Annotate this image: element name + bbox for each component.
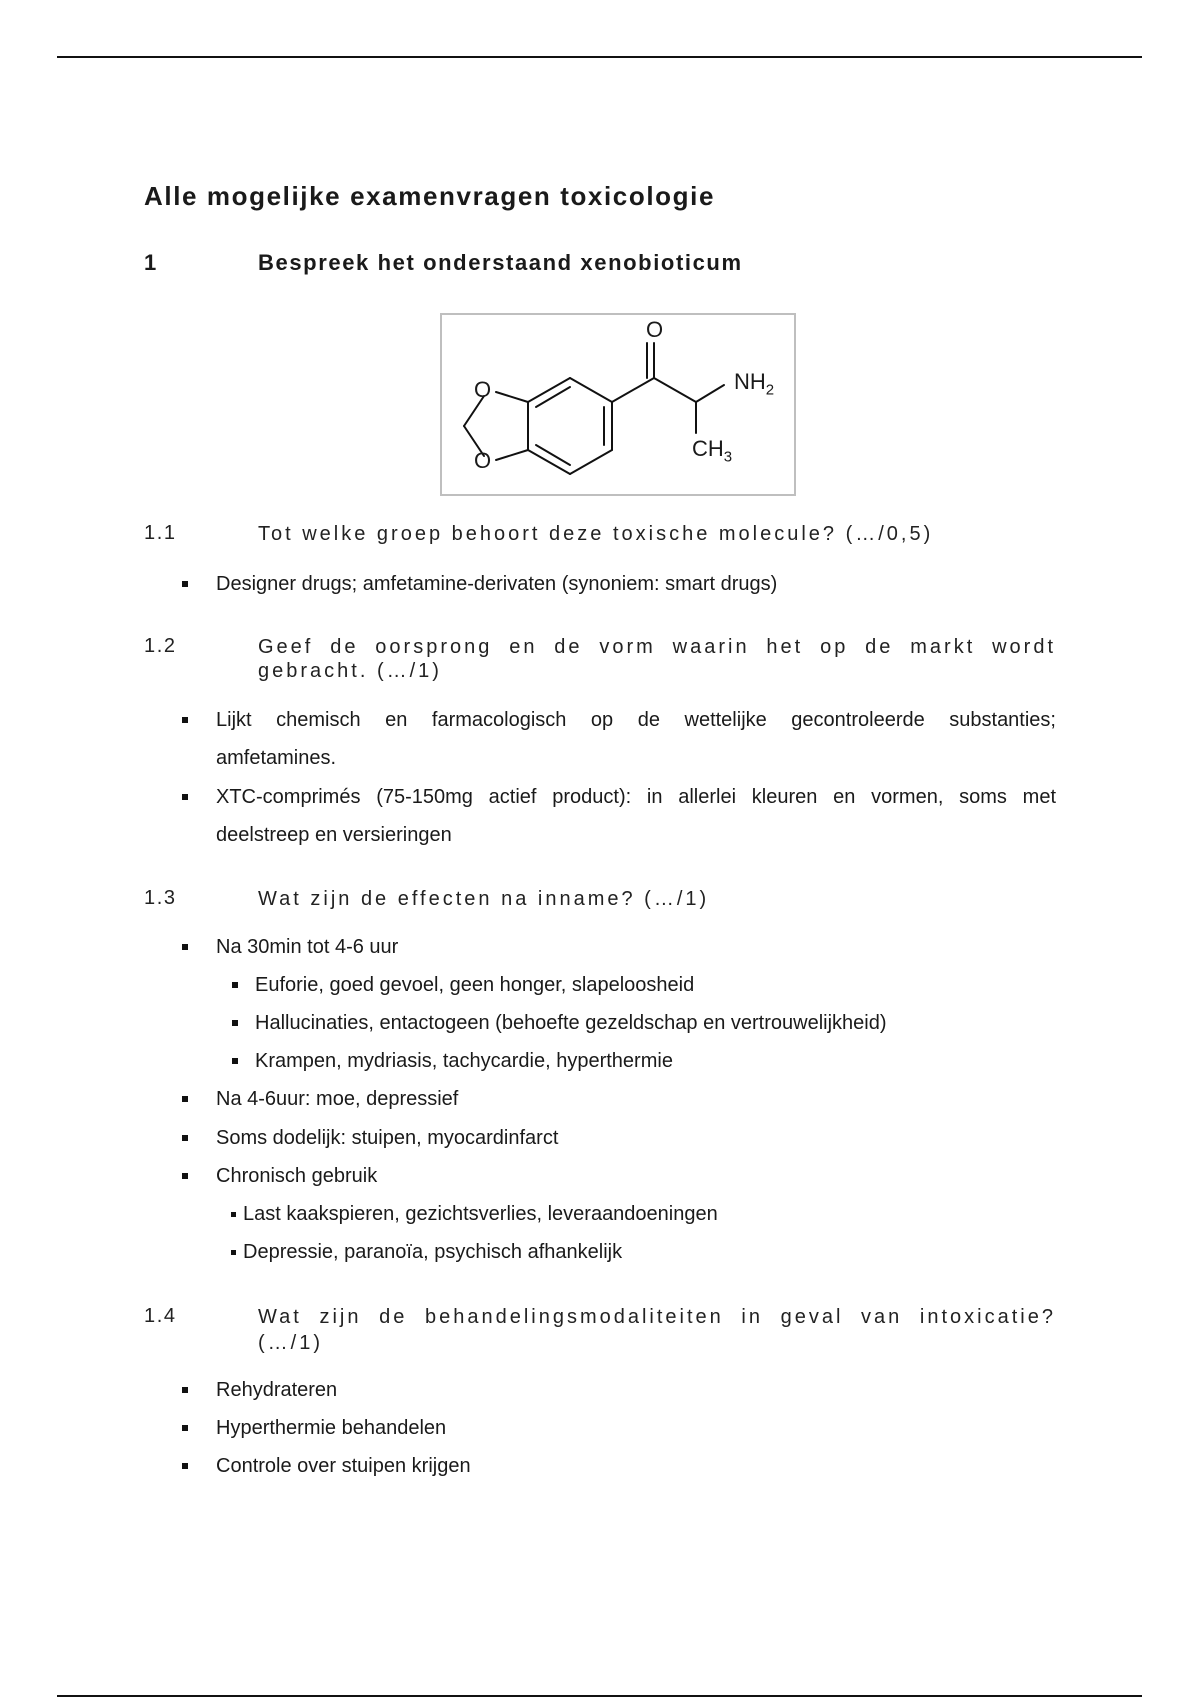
answer-text: Controle over stuipen krijgen xyxy=(216,1455,471,1477)
section-title: Bespreek het onderstaand xenobioticum xyxy=(258,250,743,275)
answer-item xyxy=(0,1371,1200,1409)
answer-text-line2: amfetamines. xyxy=(216,747,337,769)
answer-text-line1: Lijkt chemisch en farmacologisch op de wettelijke gecontroleerde substanties; xyxy=(216,709,1056,731)
bullet-square-icon xyxy=(232,1020,238,1026)
bullet-square-icon xyxy=(182,1096,188,1102)
bullet-square-icon xyxy=(182,1135,188,1141)
amine-label-text: NH xyxy=(734,369,766,394)
answer-item xyxy=(0,1447,1200,1485)
answer-text: Soms dodelijk: stuipen, myocardinfarct xyxy=(216,1127,559,1149)
sub-answer-item xyxy=(0,1042,1200,1080)
question-text-1-2-line1: Geef de oorsprong en de vorm waarin het op de markt wordt xyxy=(258,636,1056,658)
sub-answer-item xyxy=(0,966,1200,1004)
bullet-square-icon xyxy=(231,1212,236,1217)
bullet-square-icon xyxy=(182,1463,188,1469)
question-number-1-3: 1.3 xyxy=(144,887,177,909)
carbonyl-oxygen-label: O xyxy=(646,317,664,342)
answer-item xyxy=(0,928,1200,966)
answer-text-line2: deelstreep en versieringen xyxy=(216,824,452,846)
answer-text: Chronisch gebruik xyxy=(216,1165,378,1187)
amine-label xyxy=(734,369,774,398)
question-number-1-2: 1.2 xyxy=(144,635,177,657)
sub-answer-item xyxy=(0,1195,1200,1233)
question-text-1-1: Tot welke groep behoort deze toxische molecule? (…/0,5) xyxy=(258,523,934,545)
answer-item xyxy=(0,778,1200,816)
question-number-1-1: 1.1 xyxy=(144,522,177,544)
ring-oxygen-1-label: O xyxy=(474,377,492,402)
bullet-square-icon xyxy=(182,1425,188,1431)
bullet-square-icon xyxy=(232,982,238,988)
question-number-1-4: 1.4 xyxy=(144,1305,177,1327)
bullet-square-icon xyxy=(182,581,188,587)
amine-subscript: 2 xyxy=(765,381,775,399)
top-rule xyxy=(57,56,1142,58)
answer-text: Depressie, paranoïa, psychisch afhankelijk xyxy=(243,1241,623,1263)
methyl-label xyxy=(692,436,732,465)
answer-text: Last kaakspieren, gezichtsverlies, leveraandoeningen xyxy=(243,1203,718,1225)
question-text-1-2-line2: gebracht. (…/1) xyxy=(258,660,442,682)
bullet-square-icon xyxy=(182,794,188,800)
sub-answer-item xyxy=(0,1004,1200,1042)
bullet-square-icon xyxy=(232,1058,238,1064)
answer-item-continuation xyxy=(0,816,1200,854)
answer-text: Hallucinaties, entactogeen (behoefte gezeldschap en vertrouwelijkheid) xyxy=(255,1012,887,1034)
answer-item xyxy=(0,701,1200,739)
answer-item xyxy=(0,1080,1200,1118)
question-text-1-4-line1: Wat zijn de behandelingsmodaliteiten in geval van intoxicatie? xyxy=(258,1306,1056,1328)
sub-answer-item xyxy=(0,1233,1200,1271)
bullet-square-icon xyxy=(231,1250,236,1255)
answer-item xyxy=(0,1409,1200,1447)
answer-text: Euforie, goed gevoel, geen honger, slapeloosheid xyxy=(255,974,695,996)
question-text-1-3: Wat zijn de effecten na inname? (…/1) xyxy=(258,888,710,910)
methyl-label-text: CH xyxy=(692,436,724,461)
molecule-structure-drawing xyxy=(442,315,794,494)
answer-item-continuation xyxy=(0,739,1200,777)
bullet-square-icon xyxy=(182,1387,188,1393)
answer-text: Krampen, mydriasis, tachycardie, hyperthermie xyxy=(255,1050,673,1072)
section-number: 1 xyxy=(144,250,157,275)
answer-text: Hyperthermie behandelen xyxy=(216,1417,447,1439)
bullet-square-icon xyxy=(182,1173,188,1179)
bullet-square-icon xyxy=(182,717,188,723)
answer-text: Rehydrateren xyxy=(216,1379,338,1401)
molecule-structure-figure xyxy=(440,313,796,496)
bullet-square-icon xyxy=(182,944,188,950)
answer-text-line1: XTC-comprimés (75-150mg actief product): in allerlei kleuren en vormen, soms met xyxy=(216,786,1056,808)
bottom-rule xyxy=(57,1695,1142,1697)
answer-text: Na 4-6uur: moe, depressief xyxy=(216,1088,459,1110)
answer-item xyxy=(0,1157,1200,1195)
answer-item xyxy=(0,1119,1200,1157)
question-text-1-4-line2: (…/1) xyxy=(258,1332,323,1354)
methyl-subscript: 3 xyxy=(723,448,733,466)
answer-text: Designer drugs; amfetamine-derivaten (synoniem: smart drugs) xyxy=(216,573,778,595)
document-title: Alle mogelijke examenvragen toxicologie xyxy=(144,181,716,211)
answer-item xyxy=(0,565,1200,603)
ring-oxygen-2-label: O xyxy=(474,448,492,473)
answer-text: Na 30min tot 4-6 uur xyxy=(216,936,399,958)
